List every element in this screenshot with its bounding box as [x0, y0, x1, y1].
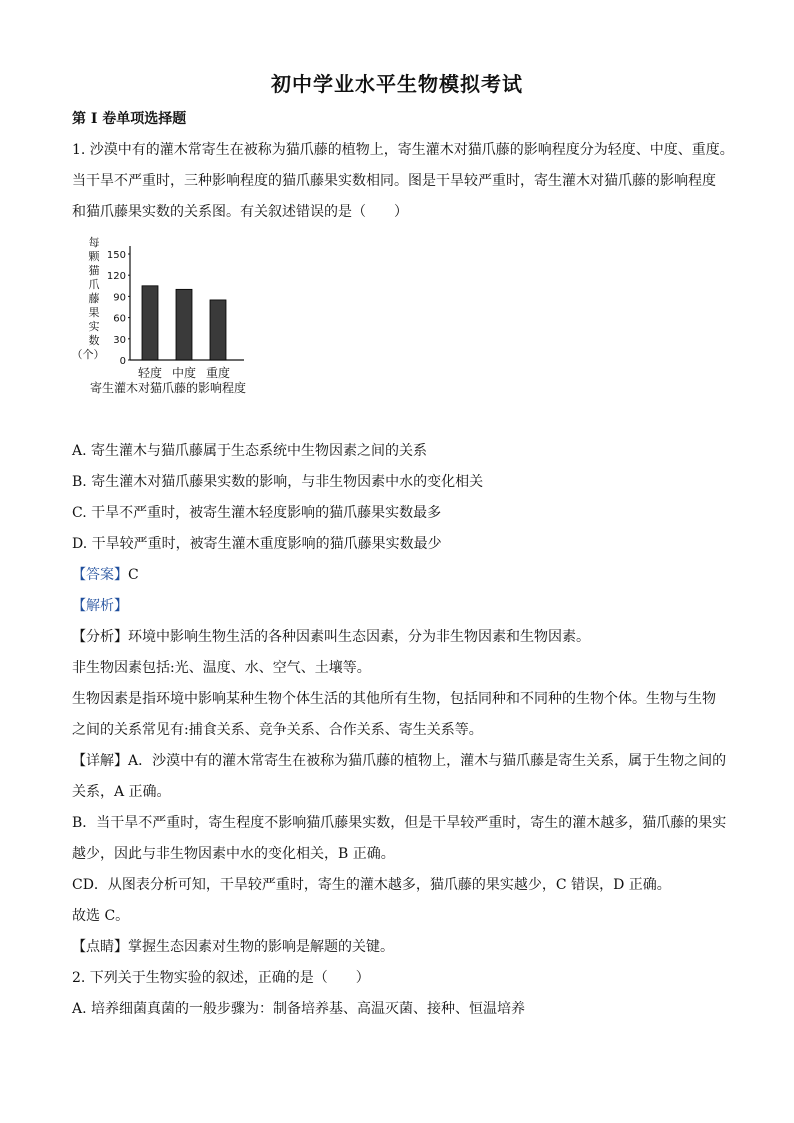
y-tick-label: 90: [113, 292, 126, 304]
x-axis-label: 寄生灌木对猫爪藤的影响程度: [89, 381, 247, 395]
q1-answer: [72, 565, 139, 585]
y-label-char: 藤: [88, 292, 100, 305]
analysis-line-4: 之间的关系常见有:捕食关系、竞争关系、合作关系、寄生关系等。: [72, 722, 483, 738]
analysis-line-6: 关系，A 正确。: [72, 784, 171, 800]
analysis-line-10: 故选 C。: [72, 908, 130, 924]
page-title: 初中学业水平生物模拟考试: [271, 72, 523, 96]
bar-中度: [176, 289, 192, 360]
y-tick-label: 30: [113, 334, 126, 346]
y-tick-label: 0: [119, 356, 126, 367]
y-tick-label: 150: [106, 250, 126, 261]
q1-option-d: D. 干旱较严重时，被寄生灌木重度影响的猫爪藤果实数最少: [72, 536, 442, 552]
y-label-char: 每: [88, 236, 100, 249]
analysis-line-9: CD．从图表分析可知，干旱较严重时，寄生的灌木越多，猫爪藤的果实越少，C 错误，D 正确。: [72, 877, 671, 893]
x-category-label: 轻度: [137, 366, 163, 380]
q1-option-b: B. 寄生灌木对猫爪藤果实数的影响，与非生物因素中水的变化相关: [72, 474, 484, 490]
y-label-char: 实: [88, 320, 100, 333]
analysis-line-11: 【点睛】掌握生态因素对生物的影响是解题的关键。: [72, 939, 394, 955]
q1-stem-line-3: 和猫爪藤果实数的关系图。有关叙述错误的是（ ）: [72, 204, 408, 220]
section-heading: 第 I 卷单项选择题: [72, 111, 187, 127]
analysis-line-2: 非生物因素包括:光、温度、水、空气、土壤等。: [72, 660, 371, 676]
y-axis-label: [72, 235, 105, 361]
x-category-label: 中度: [171, 366, 197, 380]
x-axis-categories: [138, 365, 230, 380]
y-tick-label: 60: [113, 313, 126, 325]
q1-stem-line-1: 1. 沙漠中有的灌木常寄生在被称为猫爪藤的植物上，寄生灌木对猫爪藤的影响程度分为轻度、中度、重度。: [72, 142, 734, 158]
analysis-line-7: B．当干旱不严重时，寄生程度不影响猫爪藤果实数，但是干旱较严重时，寄生的灌木越多，猫爪藤的果实: [72, 815, 727, 831]
q1-option-a: A. 寄生灌木与猫爪藤属于生态系统中生物因素之间的关系: [72, 443, 428, 459]
y-label-char: 颗: [88, 250, 100, 263]
x-category-label: 重度: [205, 366, 231, 380]
bar-轻度: [142, 286, 158, 360]
q2-stem: 2. 下列关于生物实验的叙述，正确的是（ ）: [72, 970, 370, 986]
answer-label: 【答案】: [72, 567, 128, 583]
q1-stem-line-2: 当干旱不严重时，三种影响程度的猫爪藤果实数相同。图是干旱较严重时，寄生灌木对猫爪藤的影响程度: [72, 173, 716, 189]
y-label-char: 果: [88, 306, 100, 319]
y-label-char: 爪: [88, 278, 100, 291]
analysis-label: 【解析】: [72, 598, 128, 614]
y-label-char: （个）: [71, 348, 105, 361]
analysis-line-5: 【详解】A．沙漠中有的灌木常寄生在被称为猫爪藤的植物上，灌木与猫爪藤是寄生关系，属于生物之间的: [72, 753, 727, 769]
analysis-line-3: 生物因素是指环境中影响某种生物个体生活的其他所有生物，包括同种和不同种的生物个体。生物与生物: [72, 691, 716, 707]
q1-option-c: C. 干旱不严重时，被寄生灌木轻度影响的猫爪藤果实数最多: [72, 505, 442, 521]
y-axis-ticks: [107, 250, 130, 367]
y-label-char: 猫: [88, 264, 100, 277]
analysis-line-8: 越少，因此与非生物因素中水的变化相关，B 正确。: [72, 846, 395, 862]
y-tick-label: 120: [106, 271, 126, 283]
bars: [142, 286, 226, 360]
q2-option-a: A. 培养细菌真菌的一般步骤为：制备培养基、高温灭菌、接种、恒温培养: [72, 1001, 526, 1017]
q1-bar-chart: [68, 232, 298, 402]
y-label-char: 数: [88, 334, 100, 347]
answer-value: C: [128, 567, 139, 583]
bar-重度: [210, 300, 226, 360]
analysis-line-1: 【分析】环境中影响生物生活的各种因素叫生态因素，分为非生物因素和生物因素。: [72, 629, 590, 645]
